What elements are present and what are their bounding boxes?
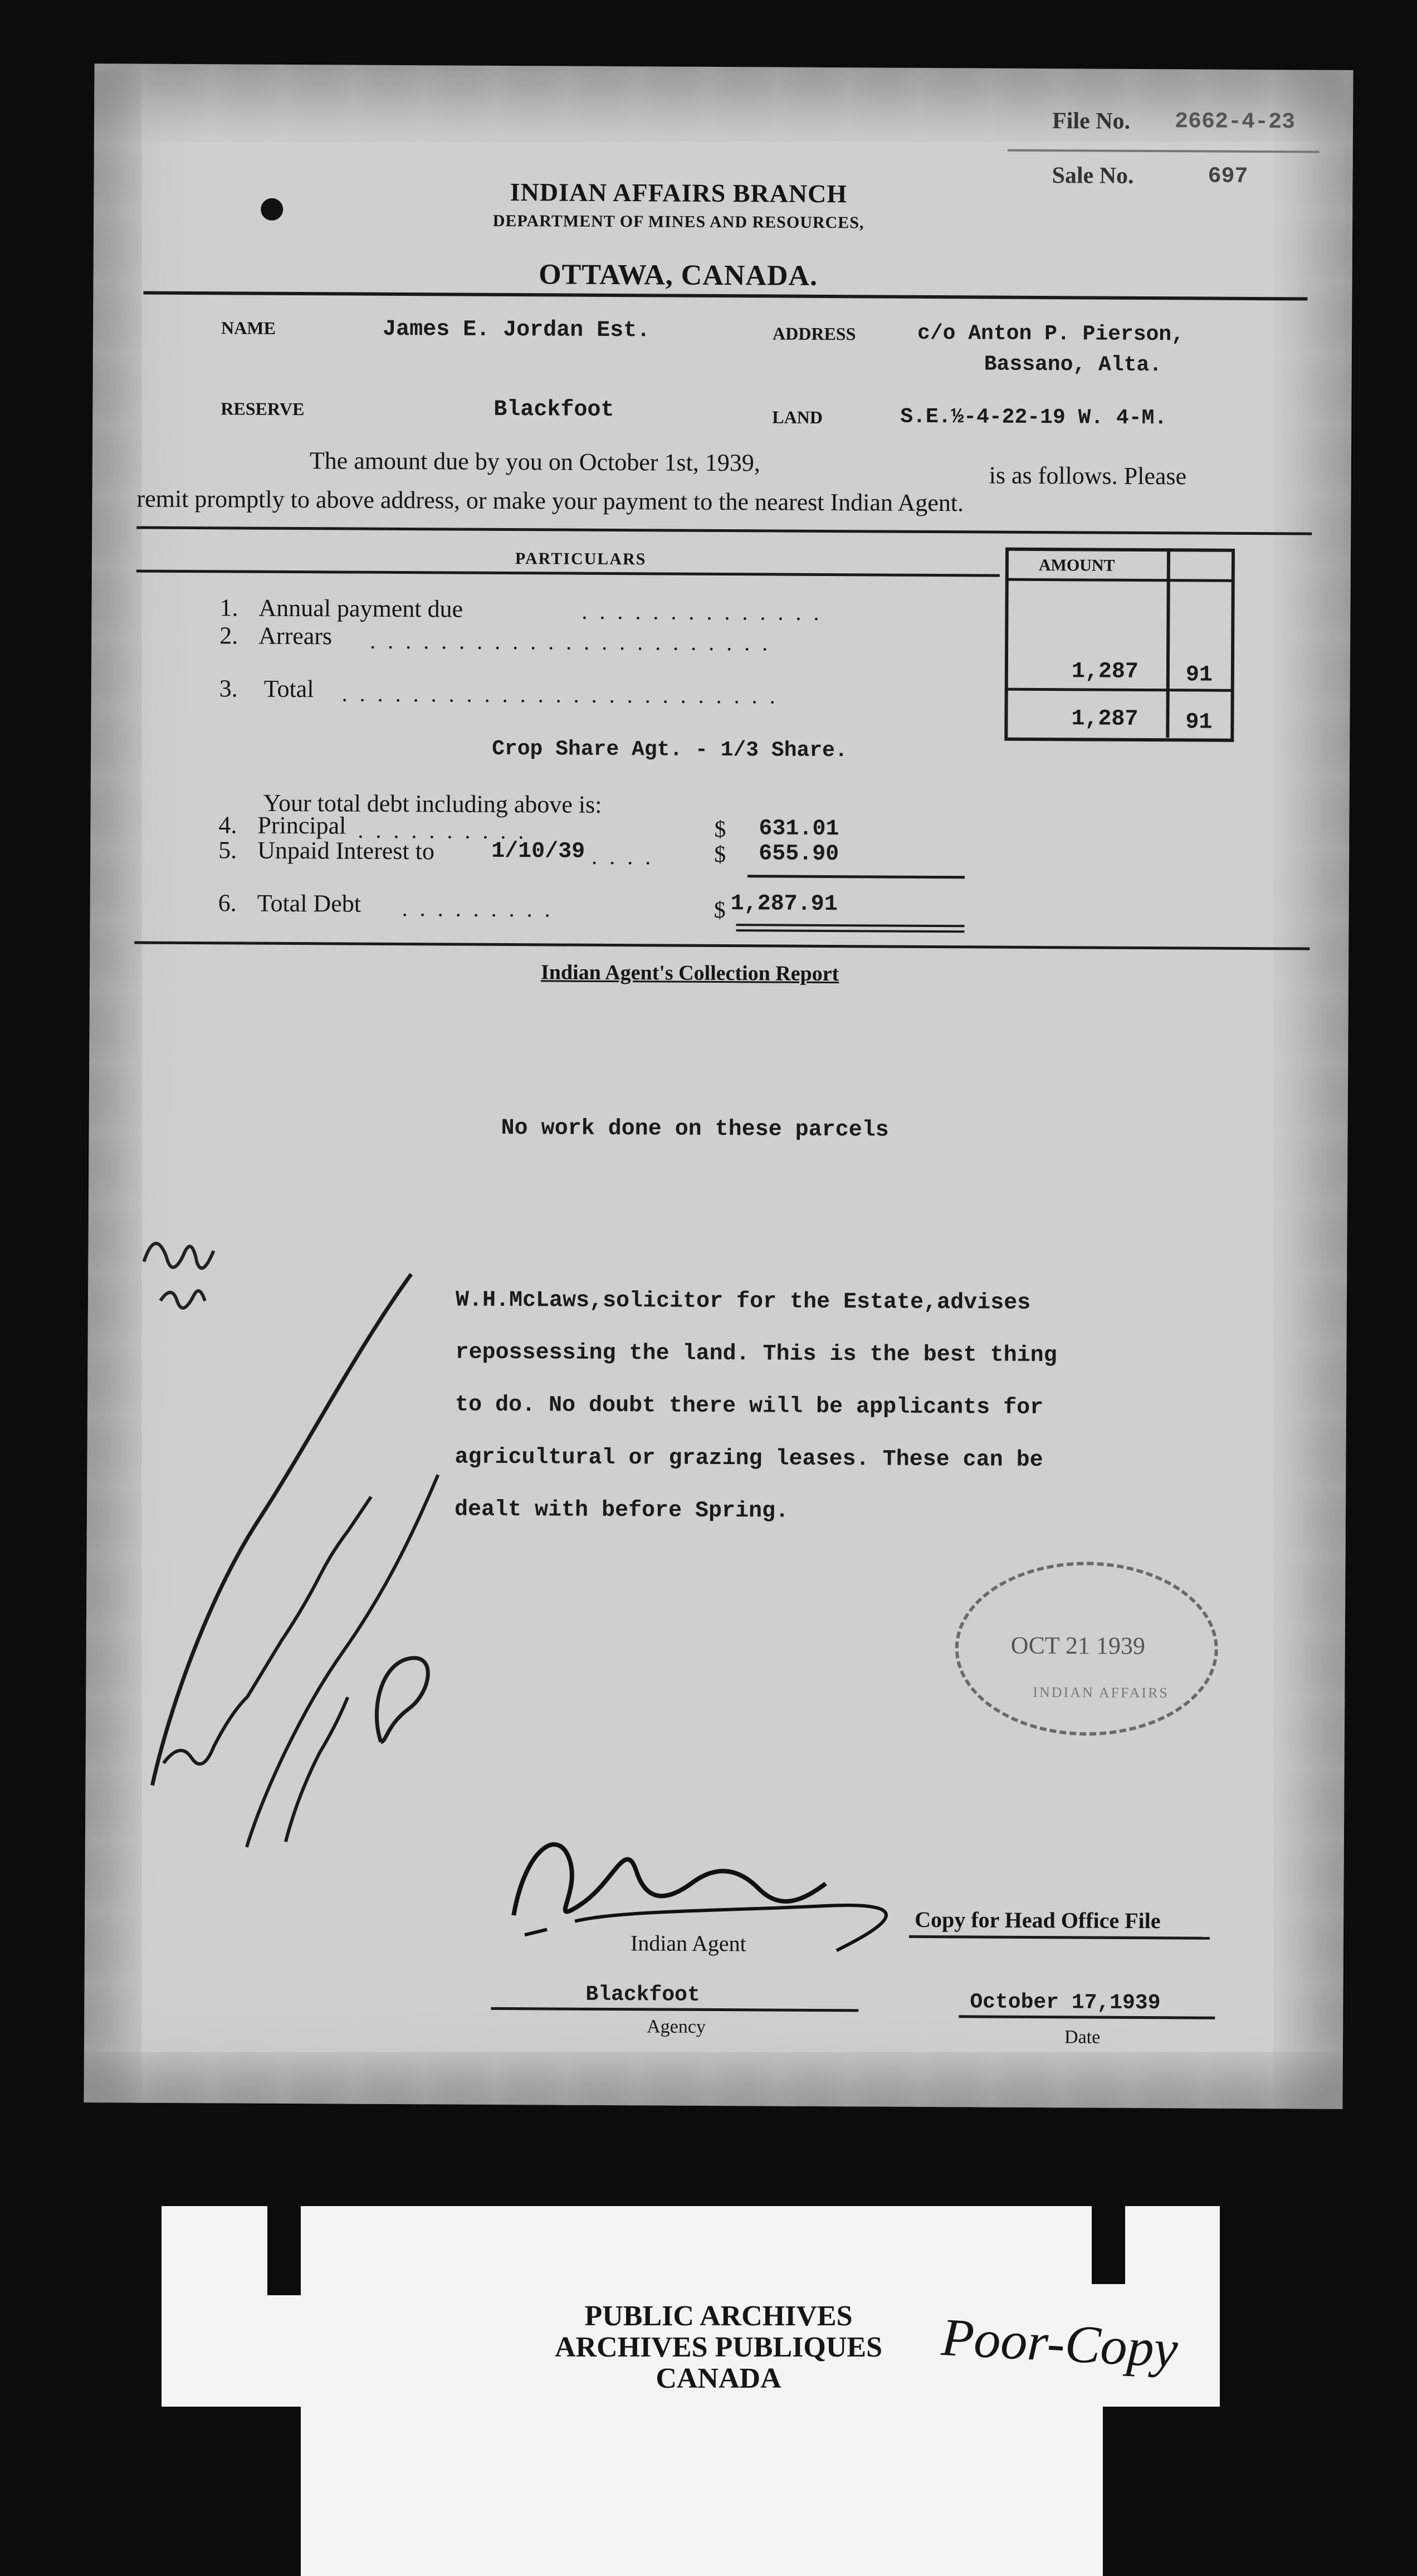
interest-label: Unpaid Interest to [257,836,435,865]
file-no-value: 2662-4-23 [1174,109,1296,135]
tag-notch-right [1092,2206,1125,2284]
row-2-dollars: 1,287 [1071,659,1139,685]
handwritten-margin-notes [119,1206,512,1876]
amount-header: AMOUNT [1038,555,1115,575]
agency-value: Blackfoot [585,1982,700,2007]
date-rule [959,2015,1215,2019]
city-title: OTTAWA, CANADA. [539,258,818,292]
interest-value: 655.90 [759,841,839,867]
archive-line-2: ARCHIVES PUBLIQUES [554,2331,883,2363]
row-2-num: 2. [219,622,238,650]
report-line-5: dealt with before Spring. [454,1497,789,1524]
report-line-2: repossessing the land. This is the best thing [455,1340,1057,1369]
row-1-label: Annual payment due [258,594,463,623]
principal-num: 4. [218,811,237,839]
name-value: James E. Jordan Est. [382,316,651,344]
intro-line-1a: The amount due by you on October 1st, 1939, [309,447,760,477]
debt-intro: Your total debt including above is: [263,789,602,818]
interest-rule [747,875,965,879]
total-currency: $ [714,897,726,924]
total-label: Total Debt [257,889,361,918]
particulars-header: PARTICULARS [515,549,647,569]
intro-rule [136,526,1312,535]
reserve-label: RESERVE [221,398,305,419]
total-rule-1 [736,924,965,927]
archive-stamp-text [490,2301,947,2394]
total-rule-2 [736,929,964,933]
agency-label: Agency [647,2016,706,2037]
header-rule [1008,149,1320,153]
report-title: Indian Agent's Collection Report [540,960,839,986]
department-title: DEPARTMENT OF MINES AND RESOURCES, [492,211,864,232]
poor-copy-handwriting: Poor-Copy [940,2306,1180,2379]
reserve-value: Blackfoot [493,397,614,423]
sale-no-value: 697 [1208,164,1248,189]
document-sheet: File No. 2662-4-23 Sale No. 697 INDIAN AFFAIRS BRANCH DEPARTMENT OF MINES AND RESOURCES, OTTAWA, CANADA. NAME James E. Jordan Est. ADDRESS c/o Anton P. Pierson, Bassano, Alta. RESERVE Blackfoot LAND S.E.½-4-22-19 W. 4-M. The amount due by you on October 1st, 1939, is as follows. Please remit promptly to above address, or make your payment to the nearest Indian Agent. PARTICULARS AMOUNT 1. Annual payment due .............. 2. Arrears ....................... 1,287 91 3. Total ......................... 1,287 91 Crop Share Agt. - 1/3 Share. Your total debt including above is: 4. Principal .......... $ 631.01 5. Unpaid Interest to 1/10/39 .... $ 655.90 6. Total Debt ......... $ 1,287.91 Indian Agent's Collection Report No work done on these parcels W.H.McLaws,solicitor for the Estate,advises repossessing the land. This is the best thing to do. No doubt there will be applicants for agricultural or grazing leases. These can be dealt with before Spring. OCT 21 1939 INDIAN AFFAIRS Indian Agent Copy for Head Office File Blackfoot Agency October 17,1939 Date [84,64,1353,2109]
report-line-3: to do. No doubt there will be applicants for [455,1392,1044,1421]
archive-line-3: CANADA [656,2363,781,2394]
particulars-header-rule [136,570,1000,577]
top-rule [143,291,1307,301]
interest-currency: $ [714,841,726,868]
report-no-work: No work done on these parcels [501,1115,889,1143]
land-label: LAND [772,407,823,427]
copy-rule [909,1935,1210,1940]
tag-notch-left [267,2206,301,2295]
row-1-num: 1. [219,594,238,622]
report-line-4: agricultural or grazing leases. These can be [455,1445,1043,1474]
principal-currency: $ [714,816,726,843]
land-value: S.E.½-4-22-19 W. 4-M. [900,404,1167,431]
date-value: October 17,1939 [970,1990,1161,2016]
total-value: 1,287.91 [730,891,838,918]
principal-label: Principal [257,811,346,840]
date-label: Date [1064,2027,1101,2048]
name-label: NAME [221,318,276,338]
archive-tag-tail [301,2407,1103,2576]
stamp-date: OCT 21 1939 [1010,1631,1146,1660]
section-rule [134,941,1309,950]
address-line-2: Bassano, Alta. [984,352,1162,378]
branch-title: INDIAN AFFAIRS BRANCH [510,178,848,208]
interest-date: 1/10/39 [491,838,585,865]
crop-share-note: Crop Share Agt. - 1/3 Share. [492,736,848,763]
row-2-label: Arrears [258,622,333,650]
address-label: ADDRESS [772,323,856,344]
row-2-cents: 91 [1185,662,1213,688]
total-num: 6. [218,889,237,917]
interest-num: 5. [218,836,237,864]
row-3-label: Total [263,675,314,703]
address-line-1: c/o Anton P. Pierson, [917,321,1185,347]
sale-no-label: Sale No. [1052,163,1134,189]
report-line-1: W.H.McLaws,solicitor for the Estate,advises [455,1287,1031,1316]
archive-line-1: PUBLIC ARCHIVES [584,2300,853,2332]
copy-label: Copy for Head Office File [915,1906,1161,1934]
stamp-bottom-text: INDIAN AFFAIRS [1033,1684,1169,1701]
row-3-dollars: 1,287 [1071,706,1139,732]
file-no-label: File No. [1052,108,1131,134]
agency-rule [491,2007,858,2012]
punch-hole-icon [261,198,283,221]
principal-value: 631.01 [759,816,839,842]
intro-line-2: remit promptly to above address, or make your payment to the nearest Indian Agent. [136,485,964,517]
agent-label: Indian Agent [630,1930,746,1957]
row-3-num: 3. [219,675,238,702]
row-3-cents: 91 [1185,710,1213,735]
report-paragraph [455,1275,1058,1540]
intro-line-1b: is as follows. Please [989,461,1187,490]
